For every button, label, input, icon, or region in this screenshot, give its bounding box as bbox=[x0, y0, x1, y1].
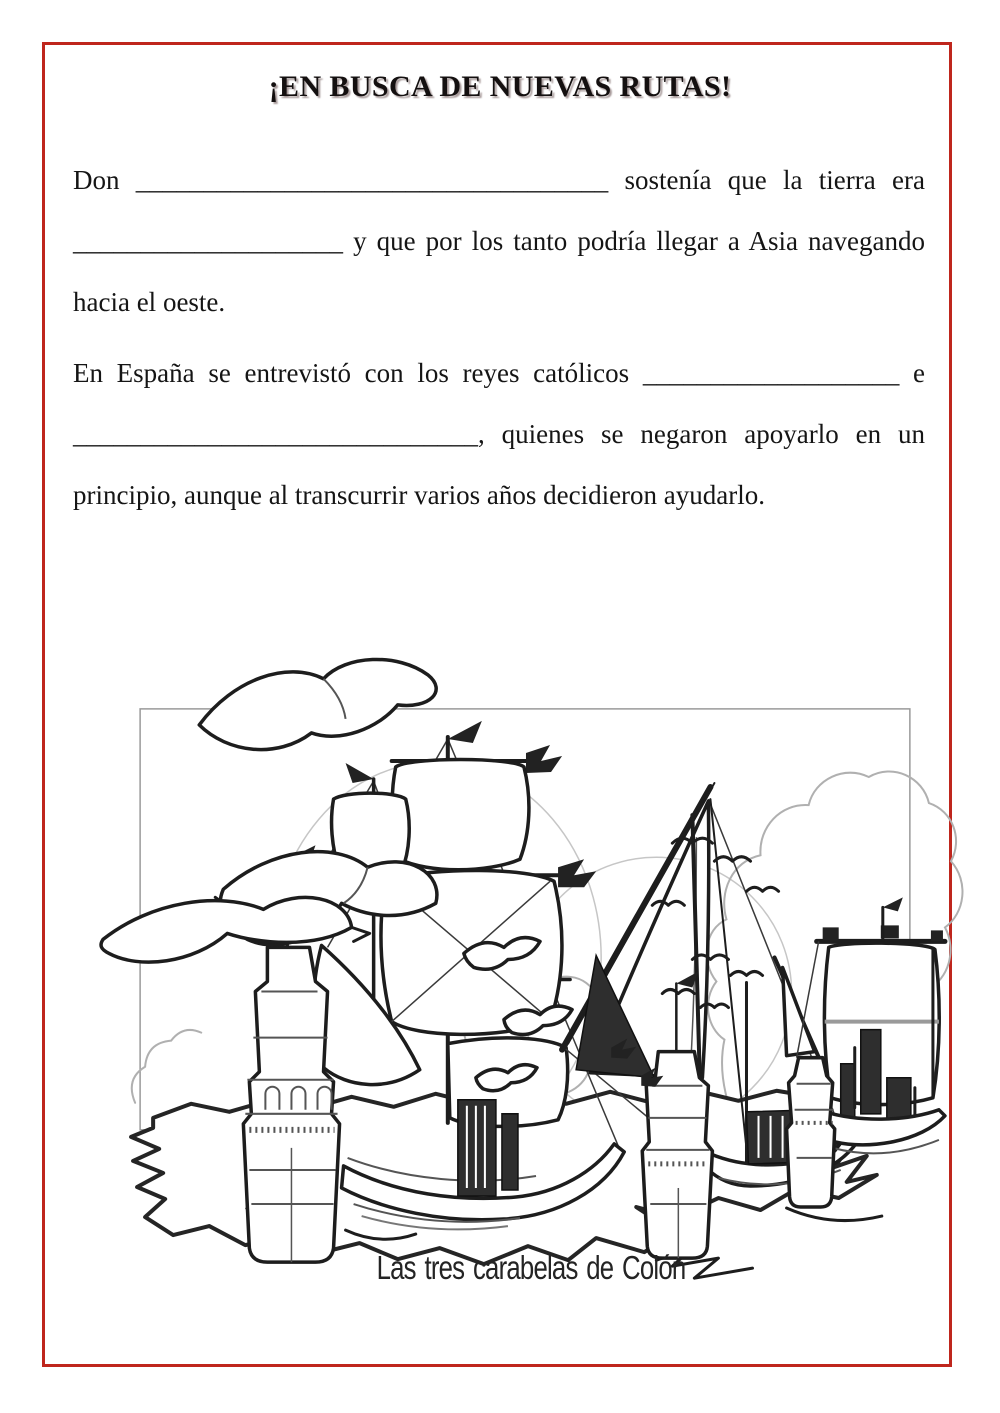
text-line: Don ___________________________________ sostenía que la tierra era bbox=[73, 165, 925, 195]
page-title: ¡EN BUSCA DE NUEVAS RUTAS! bbox=[268, 70, 732, 103]
text-line: hacia el oeste. bbox=[73, 287, 226, 317]
text-line: principio, aunque al transcurrir varios años decidieron ayudarlo. bbox=[73, 480, 766, 510]
text-line: ____________________ y que por los tanto podría llegar a Asia navegando bbox=[73, 226, 925, 256]
text-line: En España se entrevistó con los reyes católicos ___________________ e bbox=[73, 358, 925, 388]
paragraph-1 bbox=[73, 150, 925, 333]
text-line: ______________________________, quienes se negaron apoyarlo en un bbox=[73, 419, 925, 449]
caravels-drawing bbox=[95, 645, 967, 1310]
figure-caption: Las tres carabelas de Colón bbox=[376, 1249, 686, 1286]
paragraph-2 bbox=[73, 343, 925, 526]
caravels-illustration bbox=[95, 645, 967, 1310]
fill-in-text bbox=[73, 150, 925, 526]
